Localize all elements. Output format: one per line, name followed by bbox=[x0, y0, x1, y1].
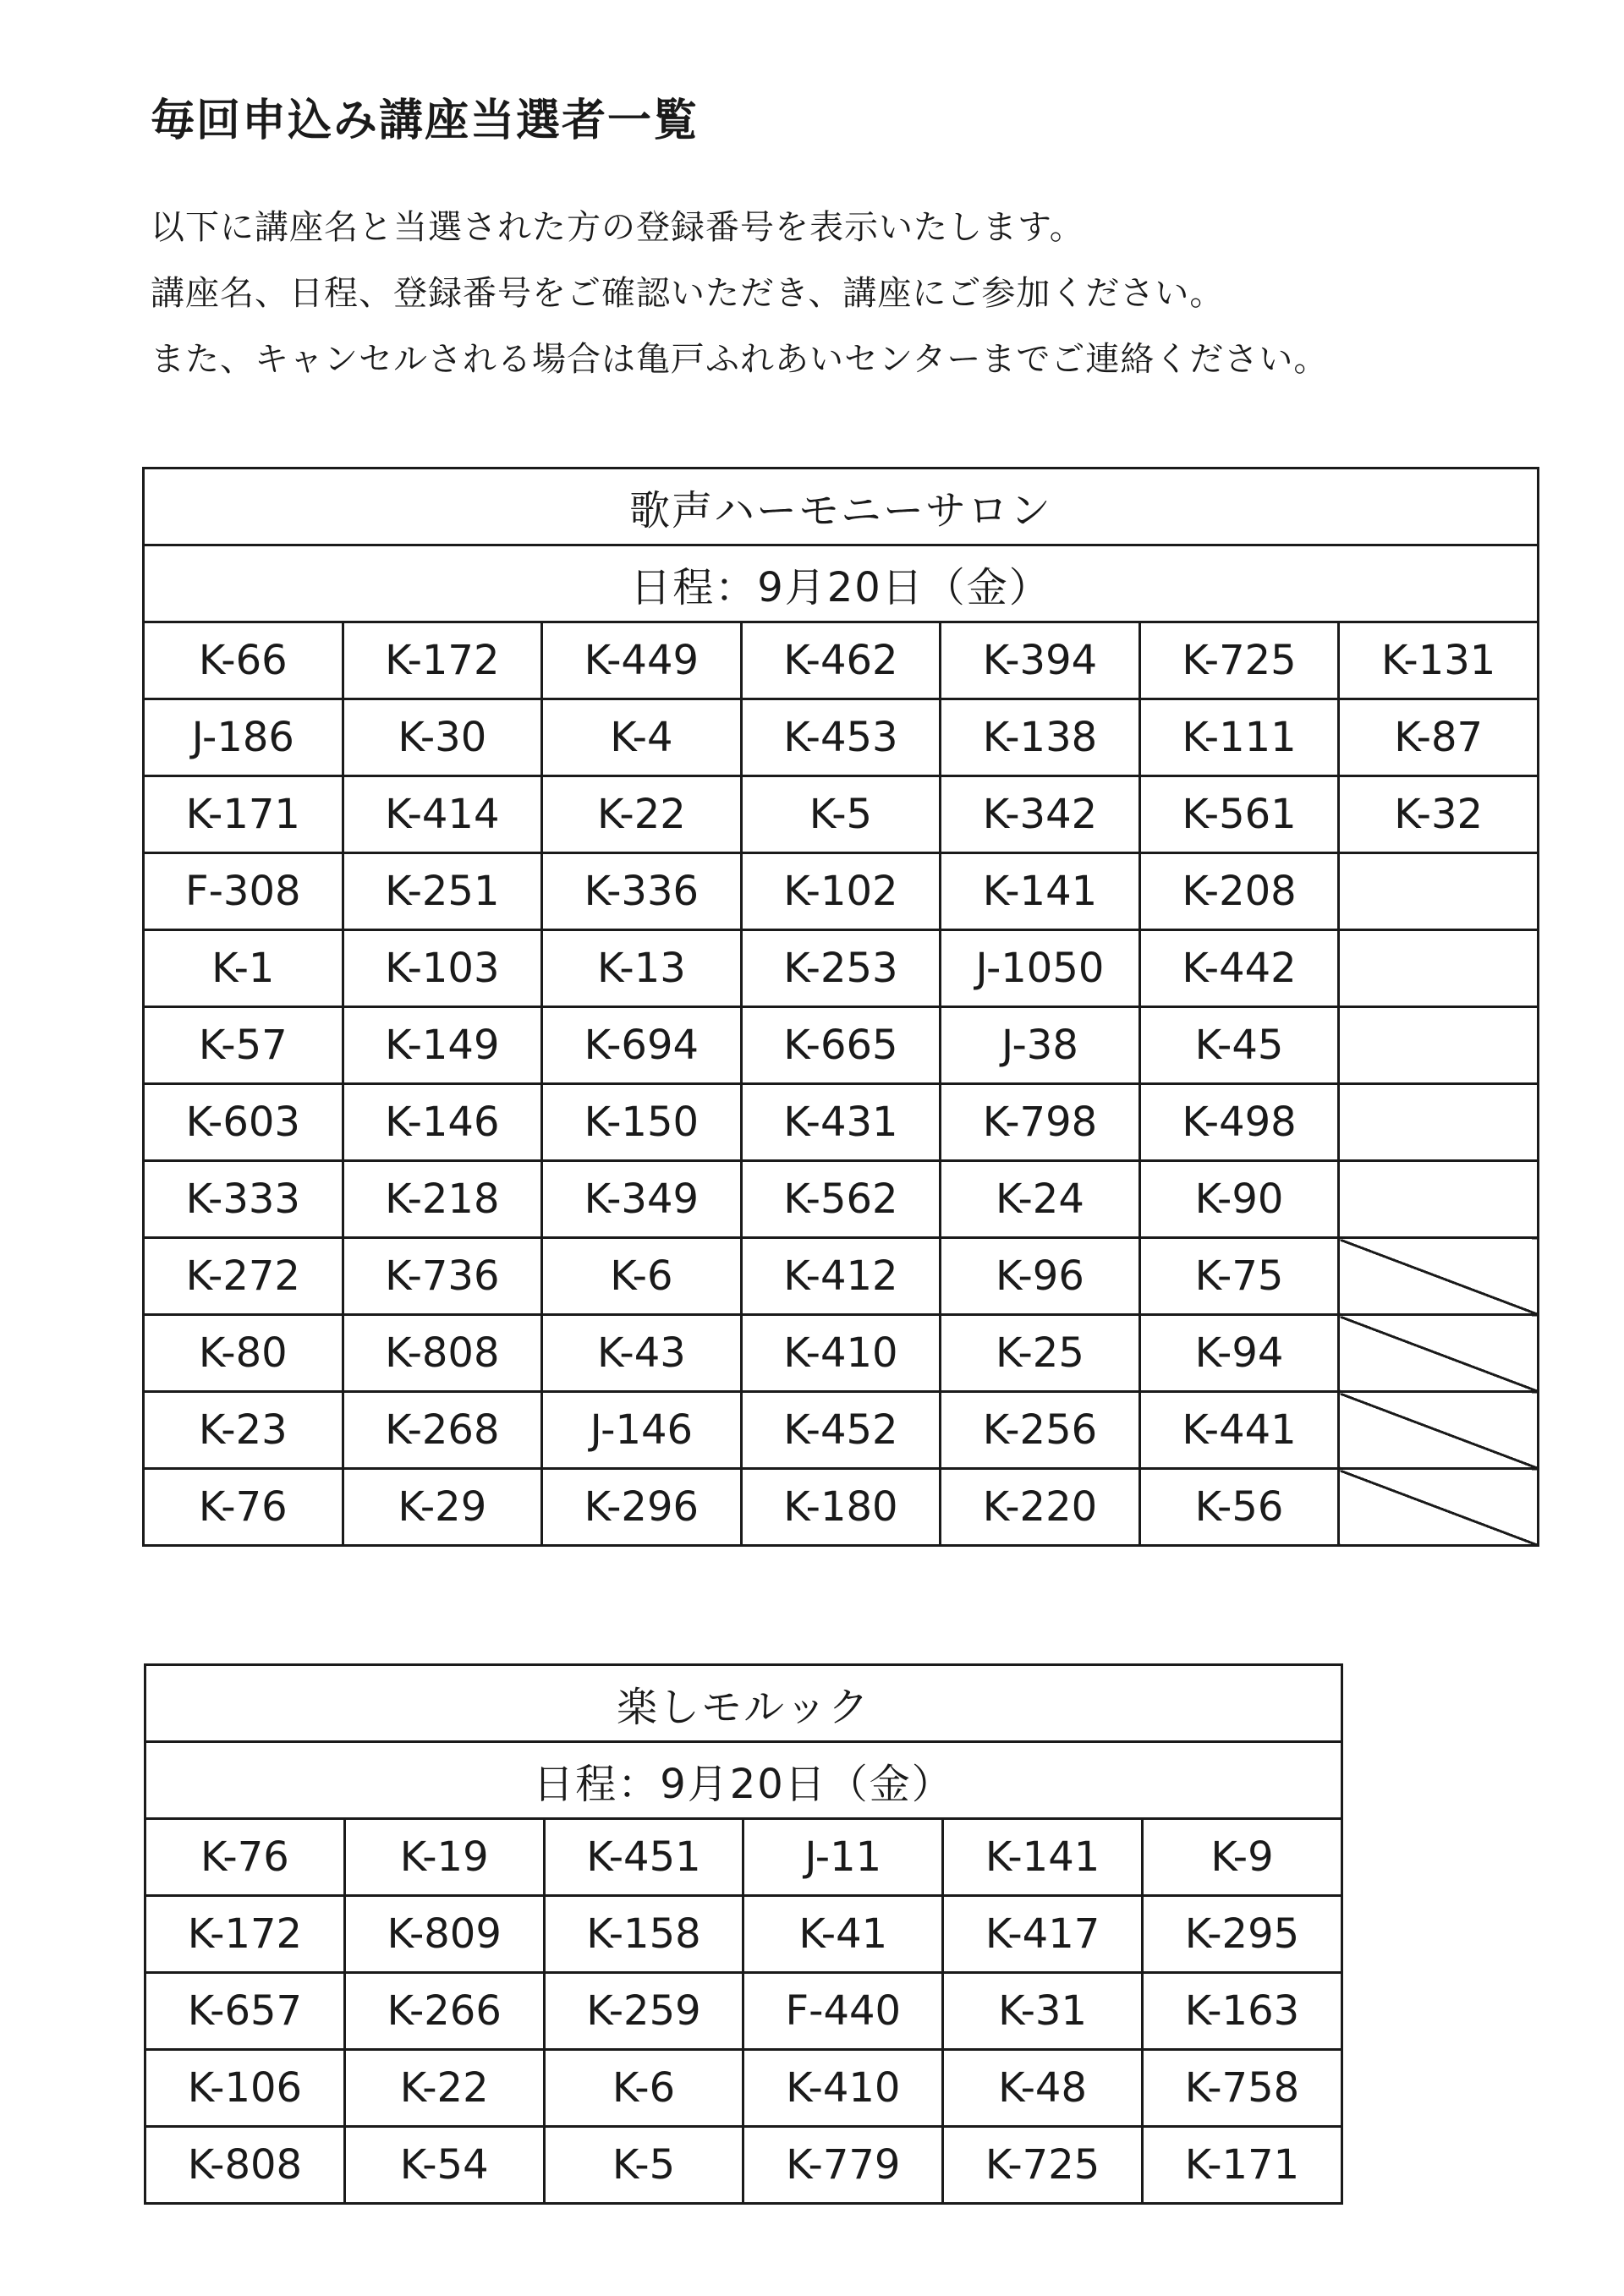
registration-number: J-38 bbox=[941, 1007, 1140, 1084]
table-row bbox=[144, 1084, 1539, 1161]
registration-number: K-6 bbox=[542, 1238, 742, 1315]
registration-number: K-220 bbox=[941, 1469, 1140, 1546]
table-row bbox=[144, 1161, 1539, 1238]
registration-number bbox=[1339, 1315, 1539, 1392]
registration-number: K-394 bbox=[941, 622, 1140, 699]
registration-number: K-266 bbox=[344, 1973, 544, 2050]
registration-number: K-172 bbox=[343, 622, 542, 699]
registration-number: K-4 bbox=[542, 699, 742, 776]
registration-number: K-23 bbox=[144, 1392, 343, 1469]
registration-number: K-657 bbox=[145, 1973, 345, 2050]
winner-rows bbox=[144, 622, 1539, 1546]
course-table bbox=[144, 1663, 1343, 2205]
intro-line: また、キャンセルされる場合は亀戸ふれあいセンターまでご連絡ください。 bbox=[151, 340, 1329, 379]
registration-number: K-90 bbox=[1139, 1161, 1339, 1238]
registration-number: K-561 bbox=[1139, 776, 1339, 853]
registration-number: K-208 bbox=[1139, 853, 1339, 930]
table-row bbox=[144, 1315, 1539, 1392]
course-name: 楽しモルック bbox=[145, 1665, 1342, 1742]
course-schedule: 日程：9月20日（金） bbox=[144, 545, 1539, 622]
registration-number: J-146 bbox=[542, 1392, 742, 1469]
registration-number: K-758 bbox=[1142, 2050, 1341, 2127]
registration-number: K-295 bbox=[1142, 1896, 1341, 1973]
registration-number: K-76 bbox=[145, 1819, 345, 1896]
page-title: 毎回申込み講座当選者一覧 bbox=[151, 96, 700, 146]
table-row bbox=[145, 2050, 1342, 2127]
registration-number: K-96 bbox=[941, 1238, 1140, 1315]
registration-number: K-452 bbox=[741, 1392, 941, 1469]
registration-number bbox=[1339, 1469, 1539, 1546]
registration-number: K-75 bbox=[1139, 1238, 1339, 1315]
registration-number: K-336 bbox=[542, 853, 742, 930]
registration-number bbox=[1339, 853, 1539, 930]
registration-number: K-725 bbox=[943, 2127, 1143, 2204]
registration-number: K-342 bbox=[941, 776, 1140, 853]
registration-number: K-22 bbox=[344, 2050, 544, 2127]
registration-number: K-54 bbox=[344, 2127, 544, 2204]
registration-number: K-272 bbox=[144, 1238, 343, 1315]
registration-number: K-349 bbox=[542, 1161, 742, 1238]
registration-number: K-808 bbox=[145, 2127, 345, 2204]
registration-number: K-22 bbox=[542, 776, 742, 853]
registration-number: K-603 bbox=[144, 1084, 343, 1161]
registration-number: K-694 bbox=[542, 1007, 742, 1084]
registration-number: K-31 bbox=[943, 1973, 1143, 2050]
registration-number: K-172 bbox=[145, 1896, 345, 1973]
table-row bbox=[144, 1238, 1539, 1315]
registration-number: K-451 bbox=[544, 1819, 743, 1896]
registration-number: K-163 bbox=[1142, 1973, 1341, 2050]
registration-number: K-736 bbox=[343, 1238, 542, 1315]
registration-number: K-171 bbox=[144, 776, 343, 853]
course-name: 歌声ハーモニーサロン bbox=[144, 469, 1539, 545]
registration-number: K-29 bbox=[343, 1469, 542, 1546]
registration-number: K-56 bbox=[1139, 1469, 1339, 1546]
registration-number: K-41 bbox=[743, 1896, 943, 1973]
registration-number: K-9 bbox=[1142, 1819, 1341, 1896]
registration-number bbox=[1339, 1007, 1539, 1084]
registration-number: K-103 bbox=[343, 930, 542, 1007]
registration-number: K-809 bbox=[344, 1896, 544, 1973]
registration-number: K-417 bbox=[943, 1896, 1143, 1973]
registration-number: K-87 bbox=[1339, 699, 1539, 776]
registration-number: K-410 bbox=[743, 2050, 943, 2127]
registration-number: F-308 bbox=[144, 853, 343, 930]
table-row bbox=[145, 1973, 1342, 2050]
registration-number: K-498 bbox=[1139, 1084, 1339, 1161]
table-row bbox=[144, 1469, 1539, 1546]
registration-number: K-410 bbox=[741, 1315, 941, 1392]
registration-number: K-218 bbox=[343, 1161, 542, 1238]
intro-line: 以下に講座名と当選された方の登録番号を表示いたします。 bbox=[151, 208, 1084, 247]
registration-number: K-19 bbox=[344, 1819, 544, 1896]
registration-number: K-30 bbox=[343, 699, 542, 776]
registration-number: K-111 bbox=[1139, 699, 1339, 776]
table-row bbox=[145, 1819, 1342, 1896]
registration-number: K-158 bbox=[544, 1896, 743, 1973]
winner-rows bbox=[145, 1819, 1342, 2204]
registration-number: K-256 bbox=[941, 1392, 1140, 1469]
registration-number: K-251 bbox=[343, 853, 542, 930]
registration-number: K-453 bbox=[741, 699, 941, 776]
registration-number: K-1 bbox=[144, 930, 343, 1007]
registration-number bbox=[1339, 1392, 1539, 1469]
registration-number: K-665 bbox=[741, 1007, 941, 1084]
registration-number: K-6 bbox=[544, 2050, 743, 2127]
registration-number: K-5 bbox=[741, 776, 941, 853]
registration-number: K-808 bbox=[343, 1315, 542, 1392]
registration-number: K-25 bbox=[941, 1315, 1140, 1392]
table-row bbox=[144, 930, 1539, 1007]
registration-number: K-5 bbox=[544, 2127, 743, 2204]
registration-number: K-296 bbox=[542, 1469, 742, 1546]
registration-number: K-13 bbox=[542, 930, 742, 1007]
table-row bbox=[144, 853, 1539, 930]
table-row bbox=[144, 1392, 1539, 1469]
registration-number: K-779 bbox=[743, 2127, 943, 2204]
registration-number: K-412 bbox=[741, 1238, 941, 1315]
registration-number: F-440 bbox=[743, 1973, 943, 2050]
course-schedule: 日程：9月20日（金） bbox=[145, 1742, 1342, 1819]
table-row bbox=[145, 1896, 1342, 1973]
registration-number bbox=[1339, 1161, 1539, 1238]
registration-number: K-141 bbox=[941, 853, 1140, 930]
registration-number bbox=[1339, 930, 1539, 1007]
registration-number: K-442 bbox=[1139, 930, 1339, 1007]
registration-number: K-150 bbox=[542, 1084, 742, 1161]
registration-number: K-798 bbox=[941, 1084, 1140, 1161]
registration-number bbox=[1339, 1084, 1539, 1161]
registration-number: K-45 bbox=[1139, 1007, 1339, 1084]
intro-line: 講座名、日程、登録番号をご確認いただき、講座にご参加ください。 bbox=[151, 274, 1225, 313]
registration-number: K-106 bbox=[145, 2050, 345, 2127]
registration-number: K-141 bbox=[943, 1819, 1143, 1896]
registration-number: K-94 bbox=[1139, 1315, 1339, 1392]
registration-number: K-80 bbox=[144, 1315, 343, 1392]
registration-number bbox=[1339, 1238, 1539, 1315]
registration-number: K-146 bbox=[343, 1084, 542, 1161]
registration-number: K-268 bbox=[343, 1392, 542, 1469]
registration-number: K-131 bbox=[1339, 622, 1539, 699]
registration-number: J-11 bbox=[743, 1819, 943, 1896]
table-row bbox=[144, 699, 1539, 776]
registration-number: K-253 bbox=[741, 930, 941, 1007]
registration-number: K-138 bbox=[941, 699, 1140, 776]
registration-number: K-24 bbox=[941, 1161, 1140, 1238]
course-table bbox=[142, 467, 1539, 1547]
table-row bbox=[144, 1007, 1539, 1084]
registration-number: K-431 bbox=[741, 1084, 941, 1161]
registration-number: K-66 bbox=[144, 622, 343, 699]
registration-number: J-186 bbox=[144, 699, 343, 776]
registration-number: K-462 bbox=[741, 622, 941, 699]
registration-number: K-43 bbox=[542, 1315, 742, 1392]
registration-number: K-333 bbox=[144, 1161, 343, 1238]
table-row bbox=[144, 622, 1539, 699]
registration-number: K-32 bbox=[1339, 776, 1539, 853]
registration-number: K-414 bbox=[343, 776, 542, 853]
registration-number: K-102 bbox=[741, 853, 941, 930]
registration-number: K-76 bbox=[144, 1469, 343, 1546]
table-row bbox=[144, 776, 1539, 853]
registration-number: K-725 bbox=[1139, 622, 1339, 699]
registration-number: K-180 bbox=[741, 1469, 941, 1546]
registration-number: K-171 bbox=[1142, 2127, 1341, 2204]
registration-number: K-562 bbox=[741, 1161, 941, 1238]
registration-number: J-1050 bbox=[941, 930, 1140, 1007]
registration-number: K-57 bbox=[144, 1007, 343, 1084]
table-row bbox=[145, 2127, 1342, 2204]
registration-number: K-259 bbox=[544, 1973, 743, 2050]
registration-number: K-149 bbox=[343, 1007, 542, 1084]
intro-text bbox=[151, 195, 1328, 392]
registration-number: K-48 bbox=[943, 2050, 1143, 2127]
registration-number: K-441 bbox=[1139, 1392, 1339, 1469]
registration-number: K-449 bbox=[542, 622, 742, 699]
